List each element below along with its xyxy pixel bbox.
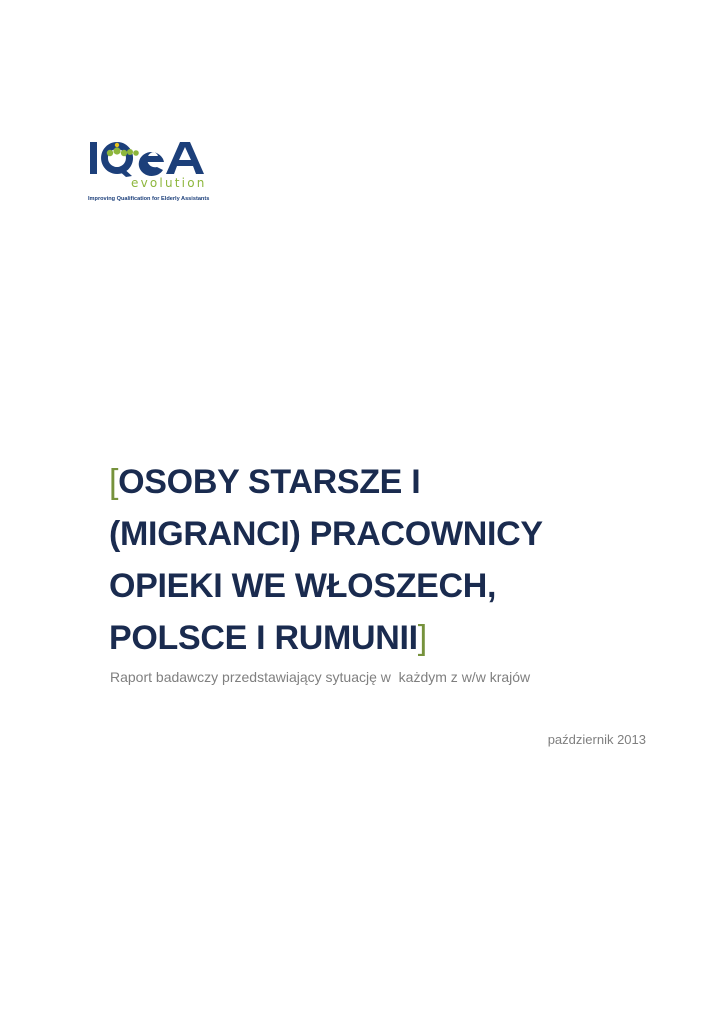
title-bracket-open: [ bbox=[109, 463, 119, 501]
logo-evolution-text: evolution bbox=[131, 176, 207, 190]
document-subtitle: Raport badawczy przedstawiający sytuację w każdym z w/w krajów bbox=[110, 669, 531, 685]
logo-tagline: Improving Qualification for Elderly Assistants bbox=[88, 196, 210, 202]
title-bracket-close: ] bbox=[417, 619, 427, 657]
title-line-1-text: OSOBY STARSZE I bbox=[118, 463, 421, 501]
title-line-4-text: POLSCE I RUMUNII bbox=[109, 619, 418, 657]
iqea-logo-mark-icon bbox=[86, 136, 206, 180]
iqea-logo bbox=[86, 136, 226, 208]
title-line-1 bbox=[109, 456, 669, 508]
title-line-4 bbox=[109, 612, 669, 664]
document-date: październik 2013 bbox=[547, 732, 646, 747]
title-line-3: OPIEKI WE WŁOSZECH, bbox=[109, 567, 497, 605]
title-line-2: (MIGRANCI) PRACOWNICY bbox=[109, 515, 543, 553]
document-title bbox=[109, 456, 669, 664]
